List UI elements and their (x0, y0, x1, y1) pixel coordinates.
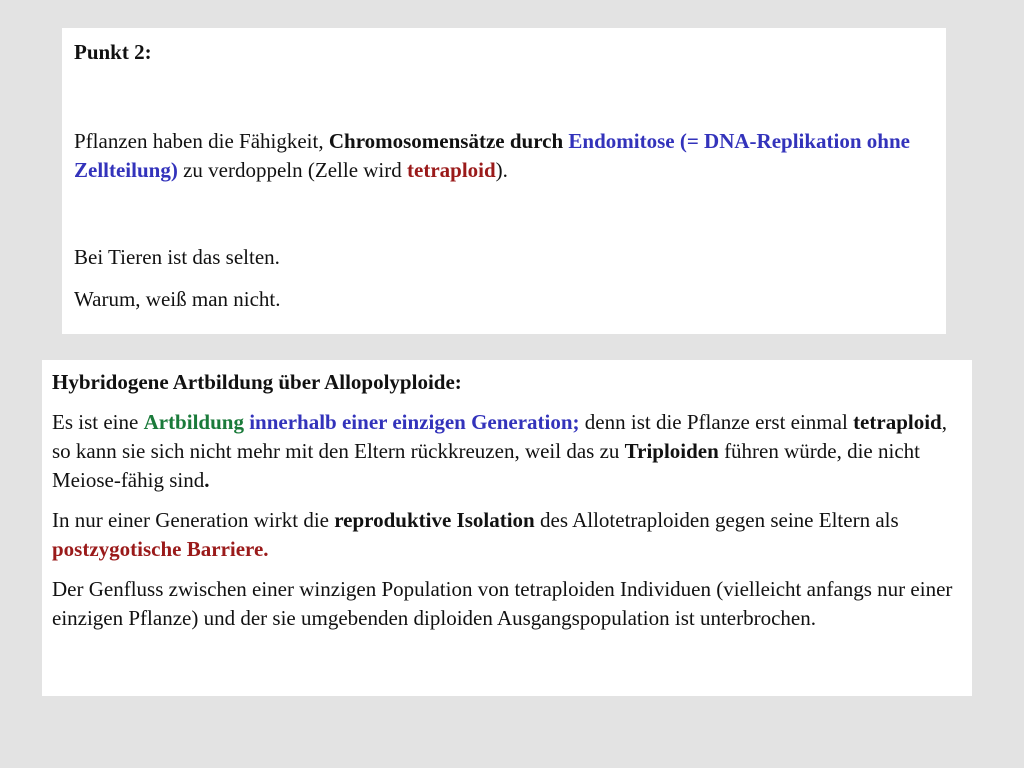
endomitose-paragraph (74, 127, 934, 185)
genfluss-paragraph: Der Genfluss zwischen einer winzigen Population von tetraploiden Individuen (vielleicht anfangs nur einer einzigen Pflanze) und der sie umgebenden diploiden Ausgangspopulation ist unterbrochen. (52, 577, 953, 630)
punkt-2-heading: Punkt 2: (74, 40, 152, 64)
endomitose-text-1: Pflanzen haben die Fähigkeit, (74, 129, 329, 153)
tiere-paragraph: Bei Tieren ist das selten. (74, 245, 280, 269)
artbildung-text-4: , so kann sie sich nicht mehr mit den Eltern rückkreuzen, weil das zu (52, 410, 947, 463)
isolation-text-2: des Allotetraploiden gegen seine Eltern als (534, 508, 899, 532)
endomitose-text-4: ). (495, 158, 508, 182)
artbildung-term: Artbildung (143, 410, 244, 434)
tetraploid-term: tetraploid (853, 410, 942, 434)
artbildung-text-1: Es ist eine (52, 410, 144, 434)
triploiden-term: Triploiden (624, 439, 719, 463)
isolation-text-1: In nur einer Generation wirkt die (52, 508, 335, 532)
tetraploid-term: tetraploid (407, 158, 496, 182)
postzygotische-barriere-term: postzygotische Barriere. (52, 537, 269, 561)
textbox-hybridogene-artbildung (42, 360, 972, 696)
endomitose-term: Endomitose (= DNA-Replikation ohne Zellteilung) (74, 129, 910, 182)
textbox-punkt-2 (62, 28, 946, 334)
isolation-paragraph (52, 506, 962, 564)
generation-term: innerhalb einer einzigen Generation; (249, 410, 580, 434)
chromosomensaetze-term: Chromosomensätze durch (328, 129, 564, 153)
warum-paragraph: Warum, weiß man nicht. (74, 287, 281, 311)
artbildung-text-3: denn ist die Pflanze erst einmal (579, 410, 854, 434)
artbildung-paragraph (52, 408, 962, 495)
hybridogene-heading: Hybridogene Artbildung über Allopolyploide: (52, 370, 462, 394)
artbildung-period: . (204, 468, 210, 492)
reproduktive-isolation-term: reproduktive Isolation (334, 508, 535, 532)
endomitose-text-3: zu verdoppeln (Zelle wird (177, 158, 408, 182)
artbildung-text-5: führen würde, die nicht Meiose-fähig sind (52, 439, 920, 492)
